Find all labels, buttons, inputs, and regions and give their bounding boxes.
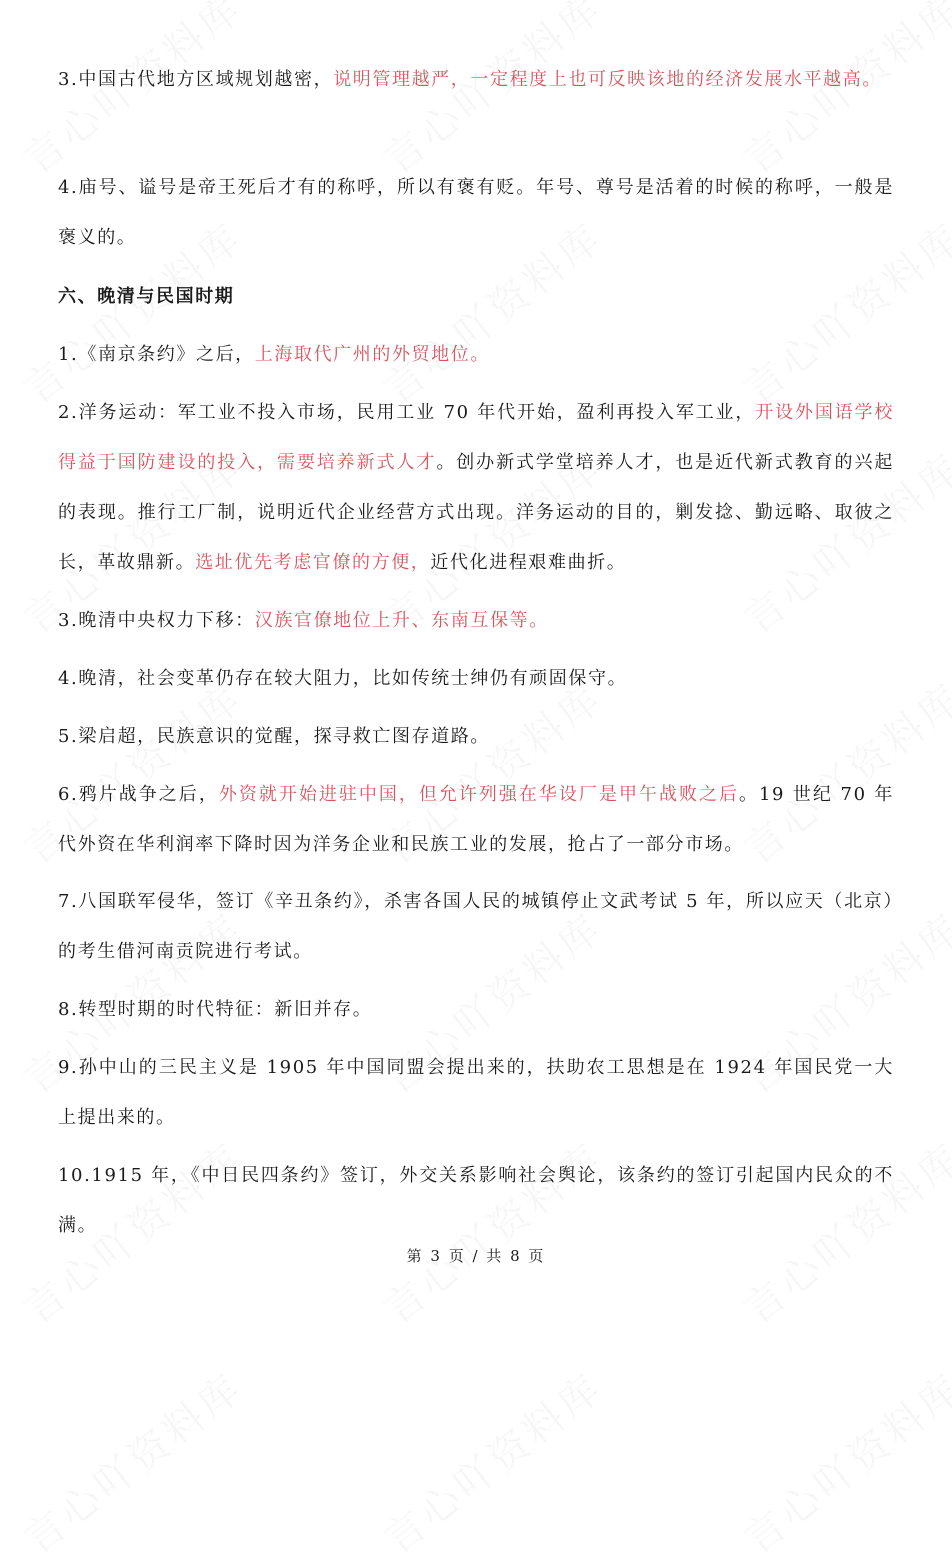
item-text: 8.转型时期的时代特征：新旧并存。 bbox=[58, 999, 373, 1020]
para-highlight: 说明管理越严，一定程度上也可反映该地的经济发展水平越高。 bbox=[333, 69, 882, 90]
item-text: 6.鸦片战争之后， bbox=[58, 784, 219, 805]
item-highlight: 汉族官僚地位上升、东南互保等。 bbox=[254, 610, 549, 631]
item-text: 7.八国联军侵华，签订《辛丑条约》，杀害各国人民的城镇停止文武考试 5 年，所以应天（北京）的考生借河南贡院进行考试。 bbox=[58, 891, 894, 962]
item-text: 9.孙中山的三民主义是 1905 年中国同盟会提出来的，扶助农工思想是在 1924 年国民党一大上提出来的。 bbox=[58, 1057, 894, 1128]
item-text: 2.洋务运动：军工业不投入市场，民用工业 70 年代开始，盈利再投入军工业， bbox=[58, 402, 756, 423]
list-item-8 bbox=[58, 985, 894, 1035]
para-text: 3.中国古代地方区域规划越密， bbox=[58, 69, 334, 90]
page-number: 第 3 页 / 共 8 页 bbox=[406, 1247, 546, 1265]
item-highlight: 上海取代广州的外贸地位。 bbox=[254, 344, 490, 365]
item-highlight: 选址优先考虑官僚的方便， bbox=[195, 552, 431, 573]
paragraph-3-local-division bbox=[58, 55, 894, 105]
item-text: 10.1915 年，《中日民四条约》签订，外交关系影响社会舆论，该条约的签订引起国内民众的不满。 bbox=[58, 1165, 894, 1236]
list-item-6 bbox=[58, 770, 894, 870]
item-text: 3.晚清中央权力下移： bbox=[58, 610, 255, 631]
item-text: 近代化进程艰难曲折。 bbox=[430, 552, 627, 573]
item-text: 。创办新式学堂培养人才，也是近代新式教育的兴起的表现。推行工厂制，说明近代企业经营方式出现。洋务运动的目的，剿发捻、勤远略、取彼之长，革故鼎新。 bbox=[58, 452, 894, 573]
list-item-10 bbox=[58, 1151, 894, 1251]
watermark-text bbox=[370, 1357, 613, 1564]
list-item-2 bbox=[58, 388, 894, 588]
list-item-1 bbox=[58, 330, 894, 380]
item-highlight: 开设外国语学校得益于国防建设的投入，需要培养新式人才 bbox=[58, 402, 894, 473]
item-text: 。19 世纪 70 年代外资在华利润率下降时因为洋务企业和民族工业的发展，抢占了一部分市场。 bbox=[58, 784, 894, 855]
para-text: 4.庙号、谥号是帝王死后才有的称呼，所以有褒有贬。年号、尊号是活着的时候的称呼，一般是褒义的。 bbox=[58, 177, 894, 248]
section-heading: 六、晚清与民国时期 bbox=[58, 286, 235, 307]
item-text: 1.《南京条约》之后， bbox=[58, 344, 255, 365]
item-highlight: 外资就开始进驻中国，但允许列强在华设厂是甲午战败之后 bbox=[218, 784, 739, 805]
item-text: 5.梁启超，民族意识的觉醒，探寻救亡图存道路。 bbox=[58, 726, 490, 747]
item-text: 4.晚清，社会变革仍存在较大阻力，比如传统士绅仍有顽固保守。 bbox=[58, 668, 628, 689]
list-item-4 bbox=[58, 654, 894, 704]
list-item-7 bbox=[58, 877, 894, 977]
paragraph-4-temple-names bbox=[58, 163, 894, 263]
list-item-9 bbox=[58, 1043, 894, 1143]
watermark-text bbox=[10, 1357, 253, 1564]
list-item-5 bbox=[58, 712, 894, 762]
watermark-text bbox=[730, 1357, 952, 1564]
list-item-3 bbox=[58, 596, 894, 646]
